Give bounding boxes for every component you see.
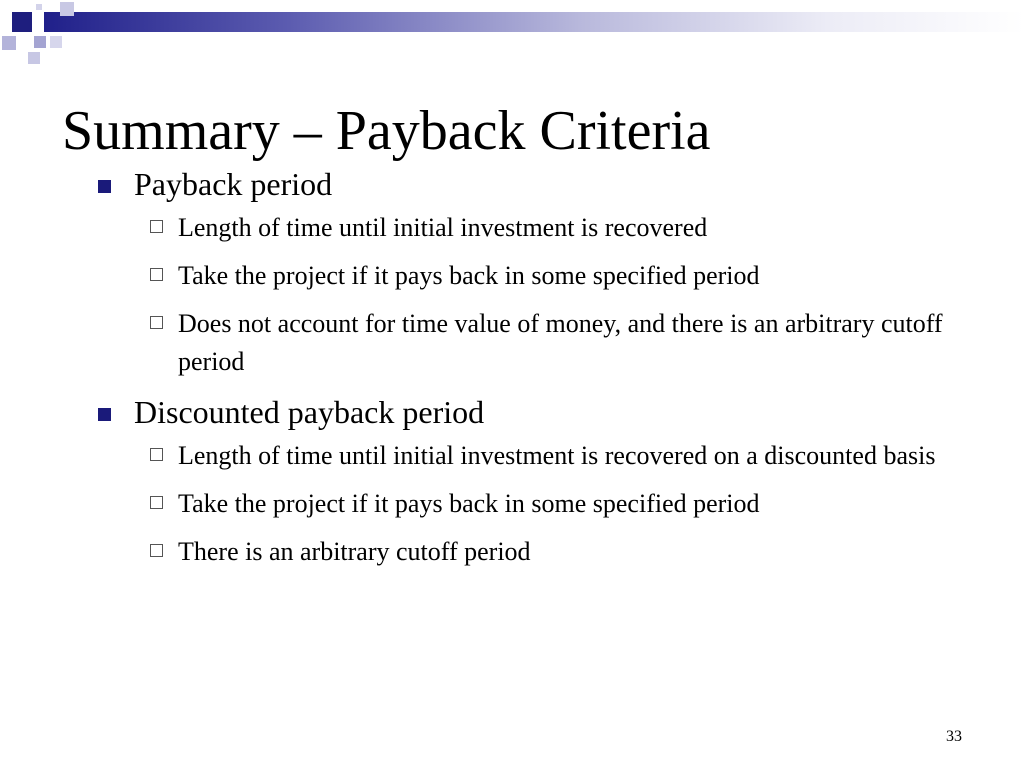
sub-bullet-text: Does not account for time value of money, and there is an arbitrary cutoff period	[178, 309, 943, 376]
header-decoration	[0, 0, 1024, 70]
bullet-level-2	[148, 485, 978, 523]
bullet-level-1	[98, 391, 998, 433]
bullet-group	[98, 391, 998, 571]
decorative-square	[12, 12, 32, 32]
decorative-square	[50, 36, 62, 48]
hollow-square-bullet-icon	[150, 220, 163, 233]
slide-body	[98, 163, 998, 581]
bullet-text: Discounted payback period	[134, 394, 485, 430]
hollow-square-bullet-icon	[150, 316, 163, 329]
header-gradient-bar	[44, 12, 1024, 32]
bullet-level-1	[98, 163, 998, 205]
sub-bullet-text: There is an arbitrary cutoff period	[178, 537, 531, 566]
bullet-level-2	[148, 209, 978, 247]
bullet-text: Payback period	[134, 166, 333, 202]
sub-bullet-text: Take the project if it pays back in some specified period	[178, 489, 760, 518]
decorative-square	[34, 36, 46, 48]
bullet-level-2	[148, 257, 978, 295]
bullet-group	[98, 163, 998, 381]
slide-number: 33	[946, 728, 962, 745]
slide-title: Summary – Payback Criteria	[62, 100, 711, 162]
decorative-square	[36, 4, 42, 10]
hollow-square-bullet-icon	[150, 544, 163, 557]
bullet-level-2	[148, 305, 978, 381]
decorative-square	[2, 36, 16, 50]
sub-bullet-text: Length of time until initial investment is recovered	[178, 213, 708, 242]
bullet-level-2	[148, 437, 978, 475]
bullet-level-2	[148, 533, 978, 571]
hollow-square-bullet-icon	[150, 496, 163, 509]
sub-bullet-text: Take the project if it pays back in some specified period	[178, 261, 760, 290]
filled-square-bullet-icon	[98, 408, 111, 421]
decorative-square	[60, 2, 74, 16]
sub-bullet-text: Length of time until initial investment is recovered on a discounted basis	[178, 441, 936, 470]
hollow-square-bullet-icon	[150, 268, 163, 281]
filled-square-bullet-icon	[98, 180, 111, 193]
hollow-square-bullet-icon	[150, 448, 163, 461]
decorative-square	[28, 52, 40, 64]
